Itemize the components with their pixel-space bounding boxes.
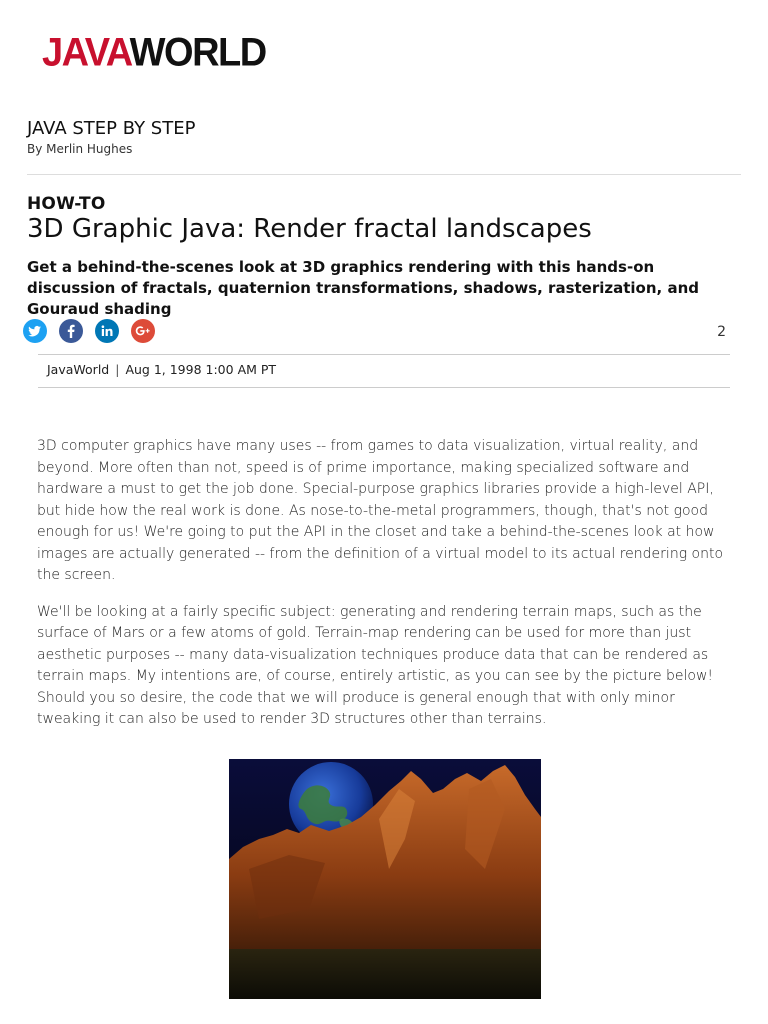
meta-separator: | [115,362,120,377]
divider [38,354,730,355]
google-plus-icon[interactable] [131,319,155,343]
page-title: 3D Graphic Java: Render fractal landscapes [27,214,592,244]
article-date: Aug 1, 1998 1:00 AM PT [125,362,277,377]
divider [27,174,741,175]
fractal-landscape-image [229,759,541,999]
twitter-icon[interactable] [23,319,47,343]
javaworld-logo[interactable] [42,30,266,76]
series-title[interactable]: JAVA STEP BY STEP [27,118,196,139]
linkedin-icon[interactable] [95,319,119,343]
article-source[interactable]: JavaWorld [47,362,110,377]
article-body [37,436,727,746]
article-kicker: HOW-TO [27,194,106,214]
paragraph: We'll be looking at a fairly specific subject: generating and rendering terrain maps, such as the surface of Mars or a few atoms of gold. Terrain-map rendering can be used for more than just aesthetic purposes -- many data-visualization techniques produce data that can be rendered as terrain maps. My intentions are, of course, entirely artistic, as you can see by the picture below! Should you so desire, the code that we will produce is general enough that with only minor tweaking it can also be used to render 3D structures other than terrains. [37,603,714,727]
series-byline: By Merlin Hughes [27,142,133,156]
article-meta [47,362,276,377]
share-count: 2 [717,324,726,340]
logo-java: JAVA [42,31,130,76]
logo-world: WORLD [129,31,266,76]
divider [38,387,730,388]
article-deck: Get a behind-the-scenes look at 3D graphics rendering with this hands-on discussion of fractals, quaternion transformations, shadows, rasterization, and Gouraud shading [27,258,699,318]
facebook-icon[interactable] [59,319,83,343]
paragraph: 3D computer graphics have many uses -- from games to data visualization, virtual reality, and beyond. More often than not, speed is of prime importance, making specialized software and hardware a must to get the job done. Special-purpose graphics libraries provide a high-level API, but hide how the real work is done. As nose-to-the-metal programmers, though, that's not good enough for us! We're going to put the API in the closet and take a behind-the-scenes look at how images are actually generated -- from the definition of a virtual model to its actual rendering onto the screen. [37,438,724,583]
